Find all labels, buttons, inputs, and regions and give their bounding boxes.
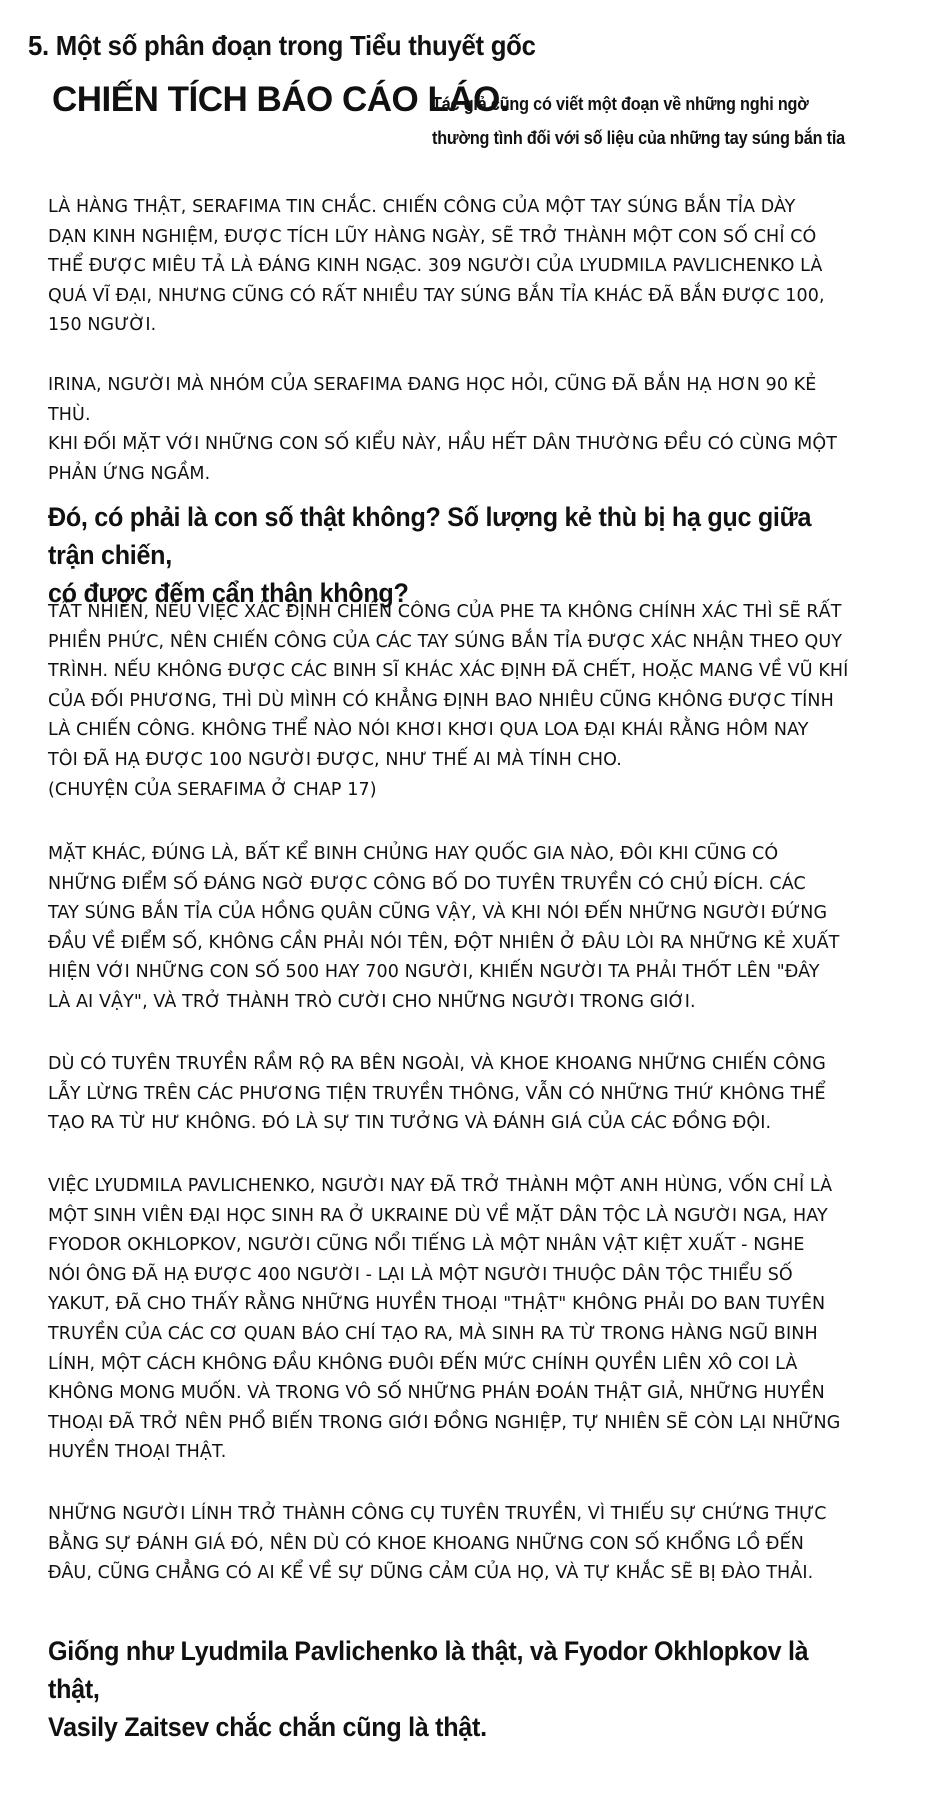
section-title: 5. Một số phân đoạn trong Tiểu thuyết gốc <box>28 30 536 61</box>
paragraph-4: MẶT KHÁC, ĐÚNG LÀ, BẤT KỂ BINH CHỦNG HAY QUỐC GIA NÀO, ĐÔI KHI CŨNG CÓ NHỮNG ĐIỂM SỐ ĐÁNG NGỜ ĐƯỢC CÔNG BỐ DO TUYÊN TRUYỀN CÓ CHỦ ĐÍCH. CÁC TAY SÚNG BẮN TỈA CỦA HỒNG QUÂN CŨNG VẬY, VÀ KHI NÓI ĐẾN NHỮNG NGƯỜI ĐỨNG ĐẦU VỀ ĐIỂM SỐ, KHÔNG CẦN PHẢI NÓI TÊN, ĐỘT NHIÊN Ở ĐÂU LÒI RA NHỮNG KẺ XUẤT HIỆN VỚI NHỮNG CON SỐ 500 HAY 700 NGƯỜI, KHIẾN NGƯỜI TA PHẢI THỐT LÊN "ĐÂY LÀ AI VẬY", VÀ TRỞ THÀNH TRÒ CƯỜI CHO NHỮNG NGƯỜI TRONG GIỚI. <box>48 844 840 1012</box>
paragraph-2: IRINA, NGƯỜI MÀ NHÓM CỦA SERAFIMA ĐANG HỌC HỎI, CŨNG ĐÃ BẮN HẠ HƠN 90 KẺ THÙ. KHI ĐỐI MẶT VỚI NHỮNG CON SỐ KIỂU NÀY, HẦU HẾT DÂN THƯỜNG ĐỀU CÓ CÙNG MỘT PHẢN ỨNG NGẦM. <box>48 375 838 484</box>
chapter-note: Tác giả cũng có viết một đoạn về những nghi ngờ thường tình đối với số liệu của những tay súng bắn tỉa <box>432 94 845 148</box>
emphasis-conclusion: Giống như Lyudmila Pavlichenko là thật, và Fyodor Okhlopkov là thật, Vasily Zaitsev chắc chắn cũng là thật. <box>48 1636 809 1742</box>
chapter-title: CHIẾN TÍCH BÁO CÁO LÁO. <box>52 80 510 119</box>
paragraph-6: VIỆC LYUDMILA PAVLICHENKO, NGƯỜI NAY ĐÃ TRỞ THÀNH MỘT ANH HÙNG, VỐN CHỈ LÀ MỘT SINH VIÊN ĐẠI HỌC SINH RA Ở UKRAINE DÙ VỀ MẶT DÂN TỘC LÀ NGƯỜI NGA, HAY FYODOR OKHLOPKOV, NGƯỜI CŨNG NỔI TIẾNG LÀ MỘT NHÂN VẬT KIỆT XUẤT - NGHE NÓI ÔNG ĐÃ HẠ ĐƯỢC 400 NGƯỜI - LẠI LÀ MỘT NGƯỜI THUỘC DÂN TỘC THIỂU SỐ YAKUT, ĐÃ CHO THẤY RẰNG NHỮNG HUYỀN THOẠI "THẬT" KHÔNG PHẢI DO BAN TUYÊN TRUYỀN CỦA CÁC CƠ QUAN BÁO CHÍ TẠO RA, MÀ SINH RA TỪ TRONG HÀNG NGŨ BINH LÍNH, MỘT CÁCH KHÔNG ĐẦU KHÔNG ĐUÔI ĐẾN MỨC CHÍNH QUYỀN LIÊN XÔ COI LÀ KHÔNG MONG MUỐN. VÀ TRONG VÔ SỐ NHỮNG PHÁN ĐOÁN THẬT GIẢ, NHỮNG HUYỀN THOẠI ĐÃ TRỞ NÊN PHỔ BIẾN TRONG GIỚI ĐỒNG NGHIỆP, TỰ NHIÊN SẼ CÒN LẠI NHỮNG HUYỀN THOẠI THẬT. <box>48 1176 841 1463</box>
paragraph-1: LÀ HÀNG THẬT, SERAFIMA TIN CHẮC. CHIẾN CÔNG CỦA MỘT TAY SÚNG BẮN TỈA DÀY DẠN KINH NGHIỆM, ĐƯỢC TÍCH LŨY HÀNG NGÀY, SẼ TRỞ THÀNH MỘT CON SỐ CHỈ CÓ THỂ ĐƯỢC MIÊU TẢ LÀ ĐÁNG KINH NGẠC. 309 NGƯỜI CỦA LYUDMILA PAVLICHENKO LÀ QUÁ VĨ ĐẠI, NHƯNG CŨNG CÓ RẤT NHIỀU TAY SÚNG BẮN TỈA KHÁC ĐÃ BẮN ĐƯỢC 100, 150 NGƯỜI. <box>48 197 825 336</box>
paragraph-7: NHỮNG NGƯỜI LÍNH TRỞ THÀNH CÔNG CỤ TUYÊN TRUYỀN, VÌ THIẾU SỰ CHỨNG THỰC BẰNG SỰ ĐÁNH GIÁ ĐÓ, NÊN DÙ CÓ KHOE KHOANG NHỮNG CON SỐ KHỔNG LỒ ĐẾN ĐÂU, CŨNG CHẲNG CÓ AI KỂ VỀ SỰ DŨNG CẢM CỦA HỌ, VÀ TỰ KHẮC SẼ BỊ ĐÀO THẢI. <box>48 1504 827 1584</box>
paragraph-5: DÙ CÓ TUYÊN TRUYỀN RẦM RỘ RA BÊN NGOÀI, VÀ KHOE KHOANG NHỮNG CHIẾN CÔNG LẪY LỪNG TRÊN CÁC PHƯƠNG TIỆN TRUYỀN THÔNG, VẪN CÓ NHỮNG THỨ KHÔNG THỂ TẠO RA TỪ HƯ KHÔNG. ĐÓ LÀ SỰ TIN TƯỞNG VÀ ĐÁNH GIÁ CỦA CÁC ĐỒNG ĐỘI. <box>48 1054 826 1134</box>
paragraph-3: TẤT NHIÊN, NẾU VIỆC XÁC ĐỊNH CHIẾN CÔNG CỦA PHE TA KHÔNG CHÍNH XÁC THÌ SẼ RẤT PHIỀN PHỨC, NÊN CHIẾN CÔNG CỦA CÁC TAY SÚNG BẮN TỈA ĐƯỢC XÁC NHẬN THEO QUY TRÌNH. NẾU KHÔNG ĐƯỢC CÁC BINH SĨ KHÁC XÁC ĐỊNH ĐÃ CHẾT, HOẶC MANG VỀ VŨ KHÍ CỦA ĐỐI PHƯƠNG, THÌ DÙ MÌNH CÓ KHẲNG ĐỊNH BAO NHIÊU CŨNG KHÔNG ĐƯỢC TÍNH LÀ CHIẾN CÔNG. KHÔNG THỂ NÀO NÓI KHƠI KHƠI QUA LOA ĐẠI KHÁI RẰNG HÔM NAY TÔI ĐÃ HẠ ĐƯỢC 100 NGƯỜI ĐƯỢC, NHƯ THẾ AI MÀ TÍNH CHO. (CHUYỆN CỦA SERAFIMA Ở CHAP 17) <box>48 602 849 800</box>
emphasis-question: Đó, có phải là con số thật không? Số lượng kẻ thù bị hạ gục giữa trận chiến, có được đếm cẩn thận không? <box>48 502 812 608</box>
